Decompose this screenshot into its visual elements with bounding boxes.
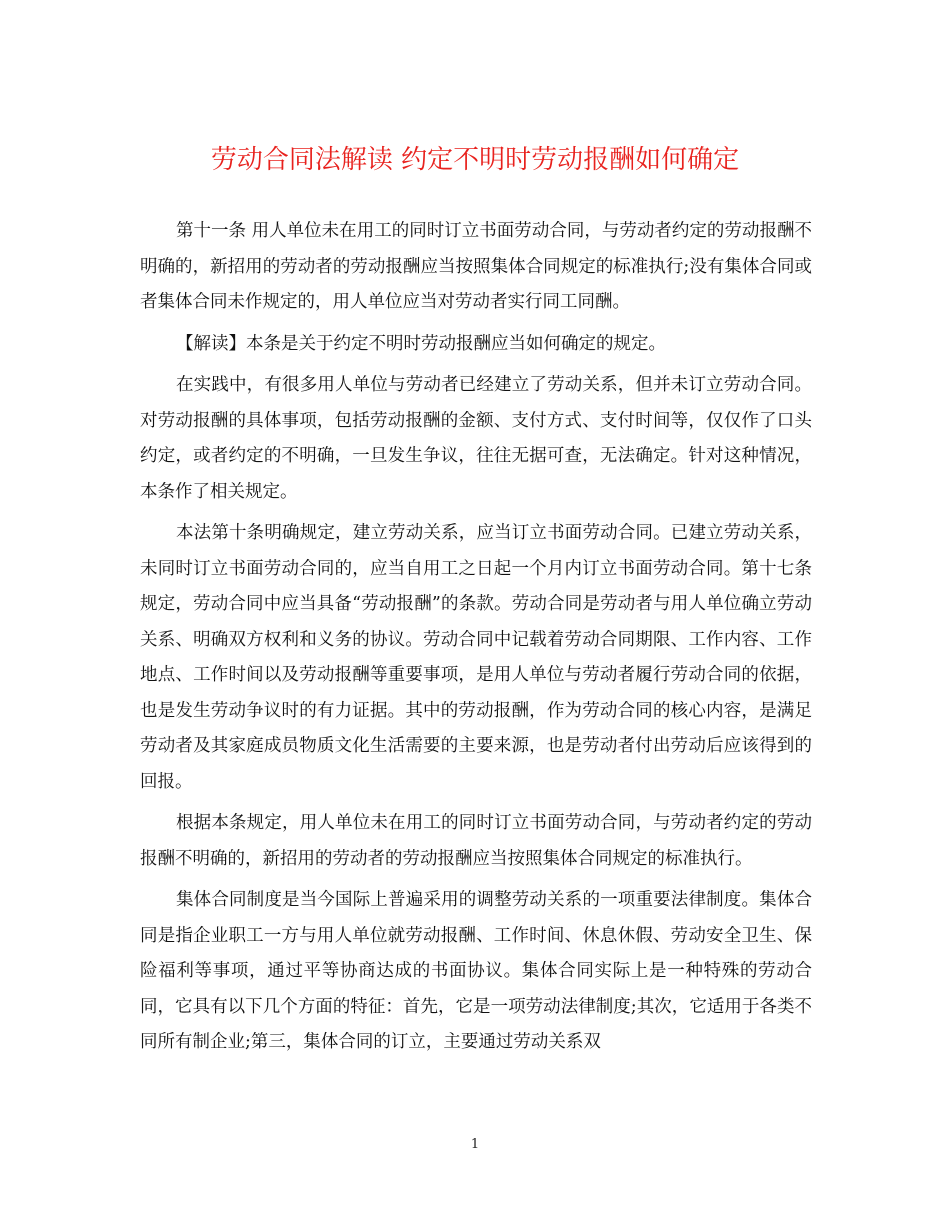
- paragraph-article-11: 第十一条 用人单位未在用工的同时订立书面劳动合同，与劳动者约定的劳动报酬不明确的，新招用的劳动者的劳动报酬应当按照集体合同规定的标准执行;没有集体合同或者集体合同未作规定的，用人单位应当对劳动者实行同工同酬。: [140, 221, 812, 312]
- paragraph-article-10: 本法第十条明确规定，建立劳动关系，应当订立书面劳动合同。已建立劳动关系，未同时订立书面劳动合同的，应当自用工之日起一个月内订立书面劳动合同。第十七条规定，劳动合同中应当具备“劳动报酬”的条款。劳动合同是劳动者与用人单位确立劳动关系、明确双方权利和义务的协议。劳动合同中记载着劳动合同期限、工作内容、工作地点、工作时间以及劳动报酬等重要事项，是用人单位与劳动者履行劳动合同的依据，也是发生劳动争议时的有力证据。其中的劳动报酬，作为劳动合同的核心内容，是满足劳动者及其家庭成员物质文化生活需要的主要来源，也是劳动者付出劳动后应该得到的回报。: [140, 523, 812, 792]
- page-number: 1: [470, 1137, 480, 1152]
- document-body: [140, 214, 812, 1067]
- paragraph-practice: 在实践中，有很多用人单位与劳动者已经建立了劳动关系，但并未订立劳动合同。对劳动报酬的具体事项，包括劳动报酬的金额、支付方式、支付时间等，仅仅作了口头约定，或者约定的不明确，一旦发生争议，往往无据可查，无法确定。针对这种情况，本条作了相关规定。: [140, 375, 812, 502]
- paragraph-rule: 根据本条规定，用人单位未在用工的同时订立书面劳动合同，与劳动者约定的劳动报酬不明确的，新招用的劳动者的劳动报酬应当按照集体合同规定的标准执行。: [140, 813, 812, 869]
- document-title: 劳动合同法解读 约定不明时劳动报酬如何确定: [210, 145, 740, 175]
- paragraph-interpretation: 【解读】本条是关于约定不明时劳动报酬应当如何确定的规定。: [176, 333, 666, 354]
- paragraph-collective-contract: 集体合同制度是当今国际上普遍采用的调整劳动关系的一项重要法律制度。集体合同是指企业职工一方与用人单位就劳动报酬、工作时间、休息休假、劳动安全卫生、保险福利等事项，通过平等协商达成的书面协议。集体合同实际上是一种特殊的劳动合同，它具有以下几个方面的特征：首先，它是一项劳动法律制度;其次，它适用于各类不同所有制企业;第三，集体合同的订立，主要通过劳动关系双: [140, 890, 812, 1052]
